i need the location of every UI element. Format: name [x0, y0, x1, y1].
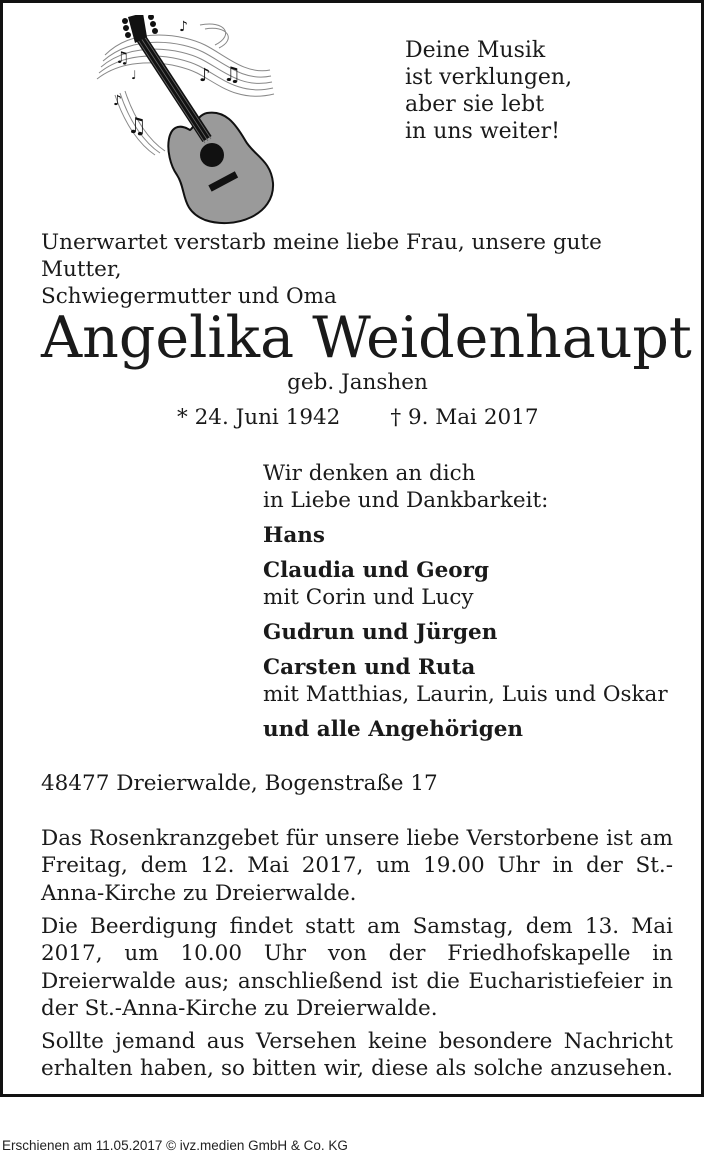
mourner-name: Hans [263, 523, 325, 548]
svg-text:♪: ♪ [179, 19, 188, 35]
mourners-block [263, 460, 668, 743]
notice-line-1: Sollte jemand aus Versehen keine besondere Nachricht [41, 1029, 673, 1054]
mourner-sub: mit Corin und Lucy [263, 585, 474, 610]
mourner-name: Gudrun und Jürgen [263, 620, 498, 645]
rosary-paragraph: Das Rosenkranzgebet für unsere liebe Verstorbene ist am Freitag, dem 12. Mai 2017, um 19.00 Uhr in der St.-Anna-Kirche zu Dreierwalde. [41, 826, 673, 906]
svg-text:♪: ♪ [113, 93, 122, 109]
svg-text:♫: ♫ [115, 48, 130, 67]
notice-line-2: erhalten haben, so bitten wir, diese als solche anzusehen. [41, 1056, 673, 1082]
publication-footer: Erschienen am 11.05.2017 © ivz.medien GmbH & Co. KG [2, 1138, 348, 1153]
funeral-paragraph: Die Beerdigung findet statt am Samstag, dem 13. Mai 2017, um 10.00 Uhr von der Friedhofskapelle in Dreierwalde aus; anschließend ist die Eucharistiefeier in der St.-Anna-Kirche zu Dreierwalde. [41, 914, 673, 1021]
motto-verse: Deine Musik ist verklungen, aber sie lebt in uns weiter! [405, 38, 573, 144]
notice-paragraph [41, 1028, 673, 1083]
deceased-name: Angelika Weidenhaupt [41, 305, 692, 371]
svg-text:♩: ♩ [131, 68, 137, 82]
intro-text: Unerwartet verstarb meine liebe Frau, unsere gute Mutter, Schwiegermutter und Oma [41, 230, 602, 309]
mourner-sub: mit Matthias, Laurin, Luis und Oskar [263, 682, 668, 707]
life-dates [177, 403, 539, 433]
svg-text:♪: ♪ [199, 65, 211, 86]
born-name: geb. Janshen [287, 370, 428, 395]
birth-date: * 24. Juni 1942 [177, 405, 341, 430]
mourner-name: Claudia und Georg [263, 558, 489, 583]
guitar-with-music-notes-icon [95, 15, 295, 230]
svg-text:♫: ♫ [127, 114, 147, 139]
mourner-name: und alle Angehörigen [263, 717, 524, 742]
mourner-name: Carsten und Ruta [263, 655, 476, 680]
svg-text:♫: ♫ [223, 62, 241, 86]
mourners-intro-line2: in Liebe und Dankbarkeit: [263, 488, 549, 513]
mourners-intro-line1: Wir denken an dich [263, 461, 476, 486]
death-date: † 9. Mai 2017 [390, 405, 539, 430]
address: 48477 Dreierwalde, Bogenstraße 17 [41, 771, 438, 796]
